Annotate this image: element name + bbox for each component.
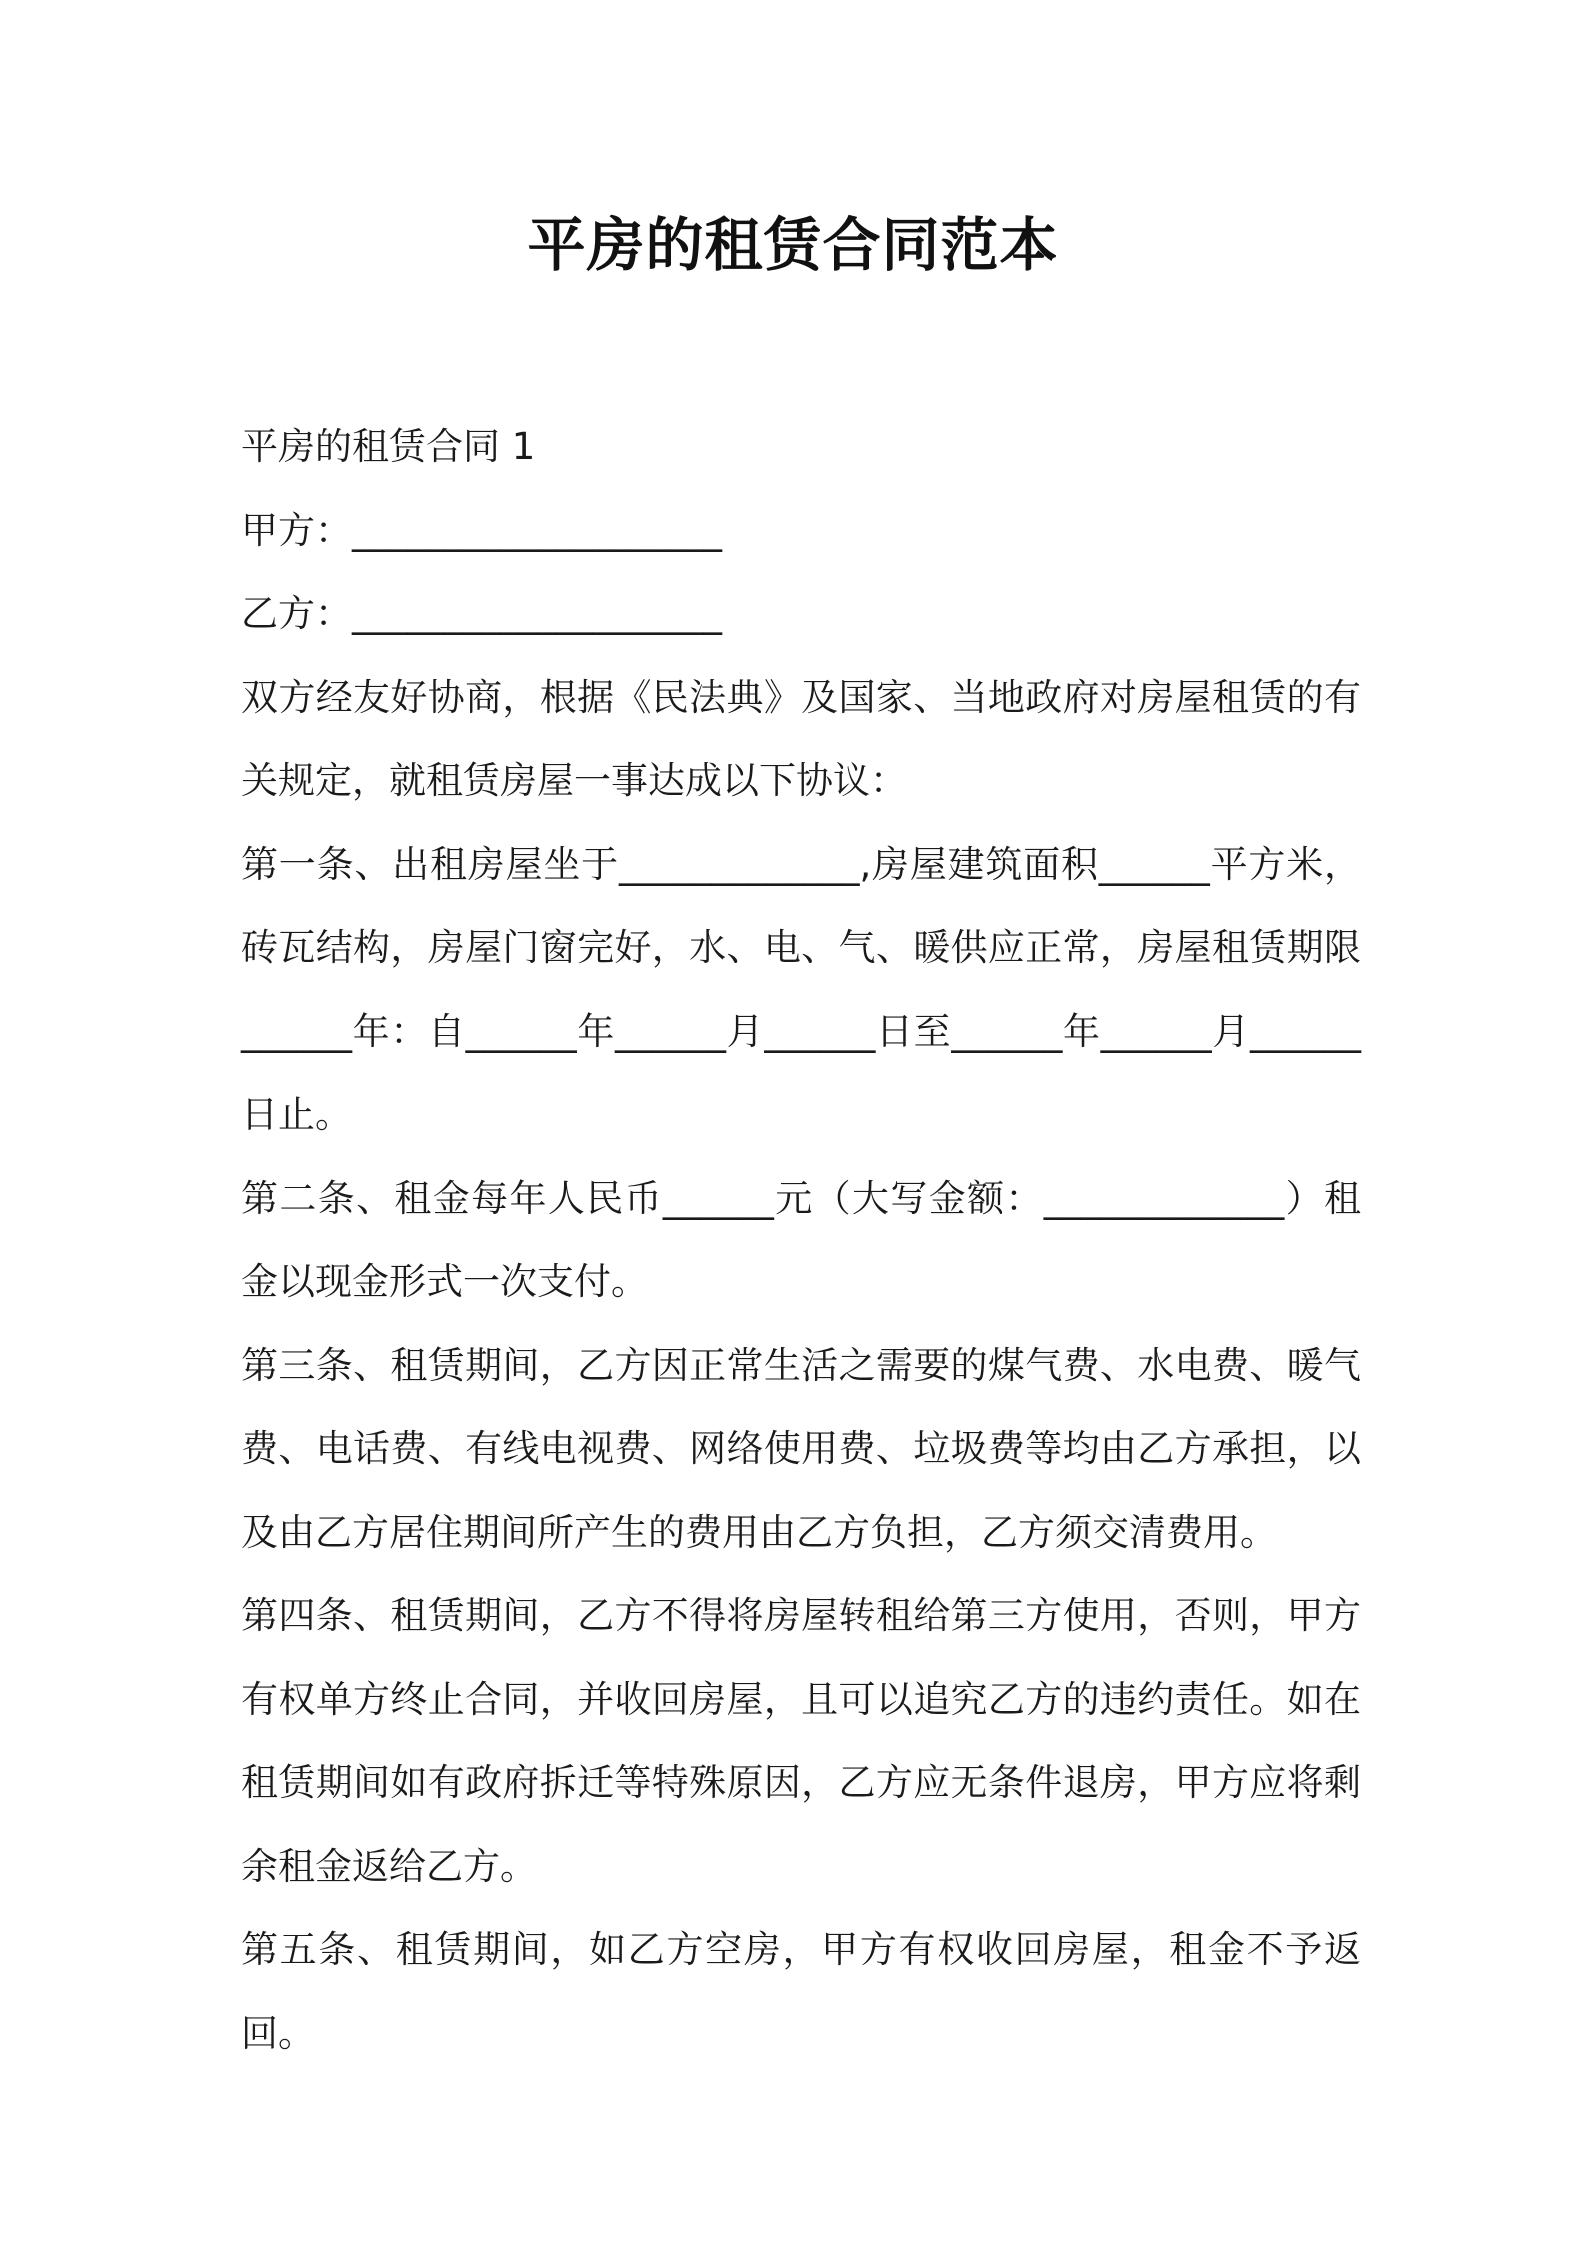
document-body (241, 405, 1361, 2075)
party-b-line: 乙方：____________________ (241, 592, 722, 635)
clause-4-paragraph: 第四条、租赁期间，乙方不得将房屋转租给第三方使用，否则，甲方有权单方终止合同，并收回房屋，且可以追究乙方的违约责任。如在租赁期间如有政府拆迁等特殊原因，乙方应无条件退房，甲方应将剩余租金返给乙方。 (241, 1594, 1361, 1888)
clause-1-paragraph: 第一条、出租房屋坐于_____________,房屋建筑面积______平方米，砖瓦结构，房屋门窗完好，水、电、气、暖供应正常，房屋租赁期限______年：自______年______月______日至______年______月______日止。 (241, 842, 1361, 1136)
document-title: 平房的租赁合同范本 (527, 211, 1059, 279)
clause-3-paragraph: 第三条、租赁期间，乙方因正常生活之需要的煤气费、水电费、暖气费、电话费、有线电视费、网络使用费、垃圾费等均由乙方承担，以及由乙方居住期间所产生的费用由乙方负担，乙方须交清费用。 (241, 1343, 1361, 1554)
preamble-paragraph: 双方经友好协商，根据《民法典》及国家、当地政府对房屋租赁的有关规定，就租赁房屋一事达成以下协议： (241, 675, 1361, 802)
contract-subtitle: 平房的租赁合同 1 (241, 425, 536, 468)
clause-5-paragraph: 第五条、租赁期间，如乙方空房，甲方有权收回房屋，租金不予返回。 (241, 1928, 1361, 2055)
clause-2-paragraph: 第二条、租金每年人民币______元（大写金额：_____________）租金以现金形式一次支付。 (241, 1176, 1361, 1303)
party-a-line: 甲方：____________________ (241, 508, 722, 552)
